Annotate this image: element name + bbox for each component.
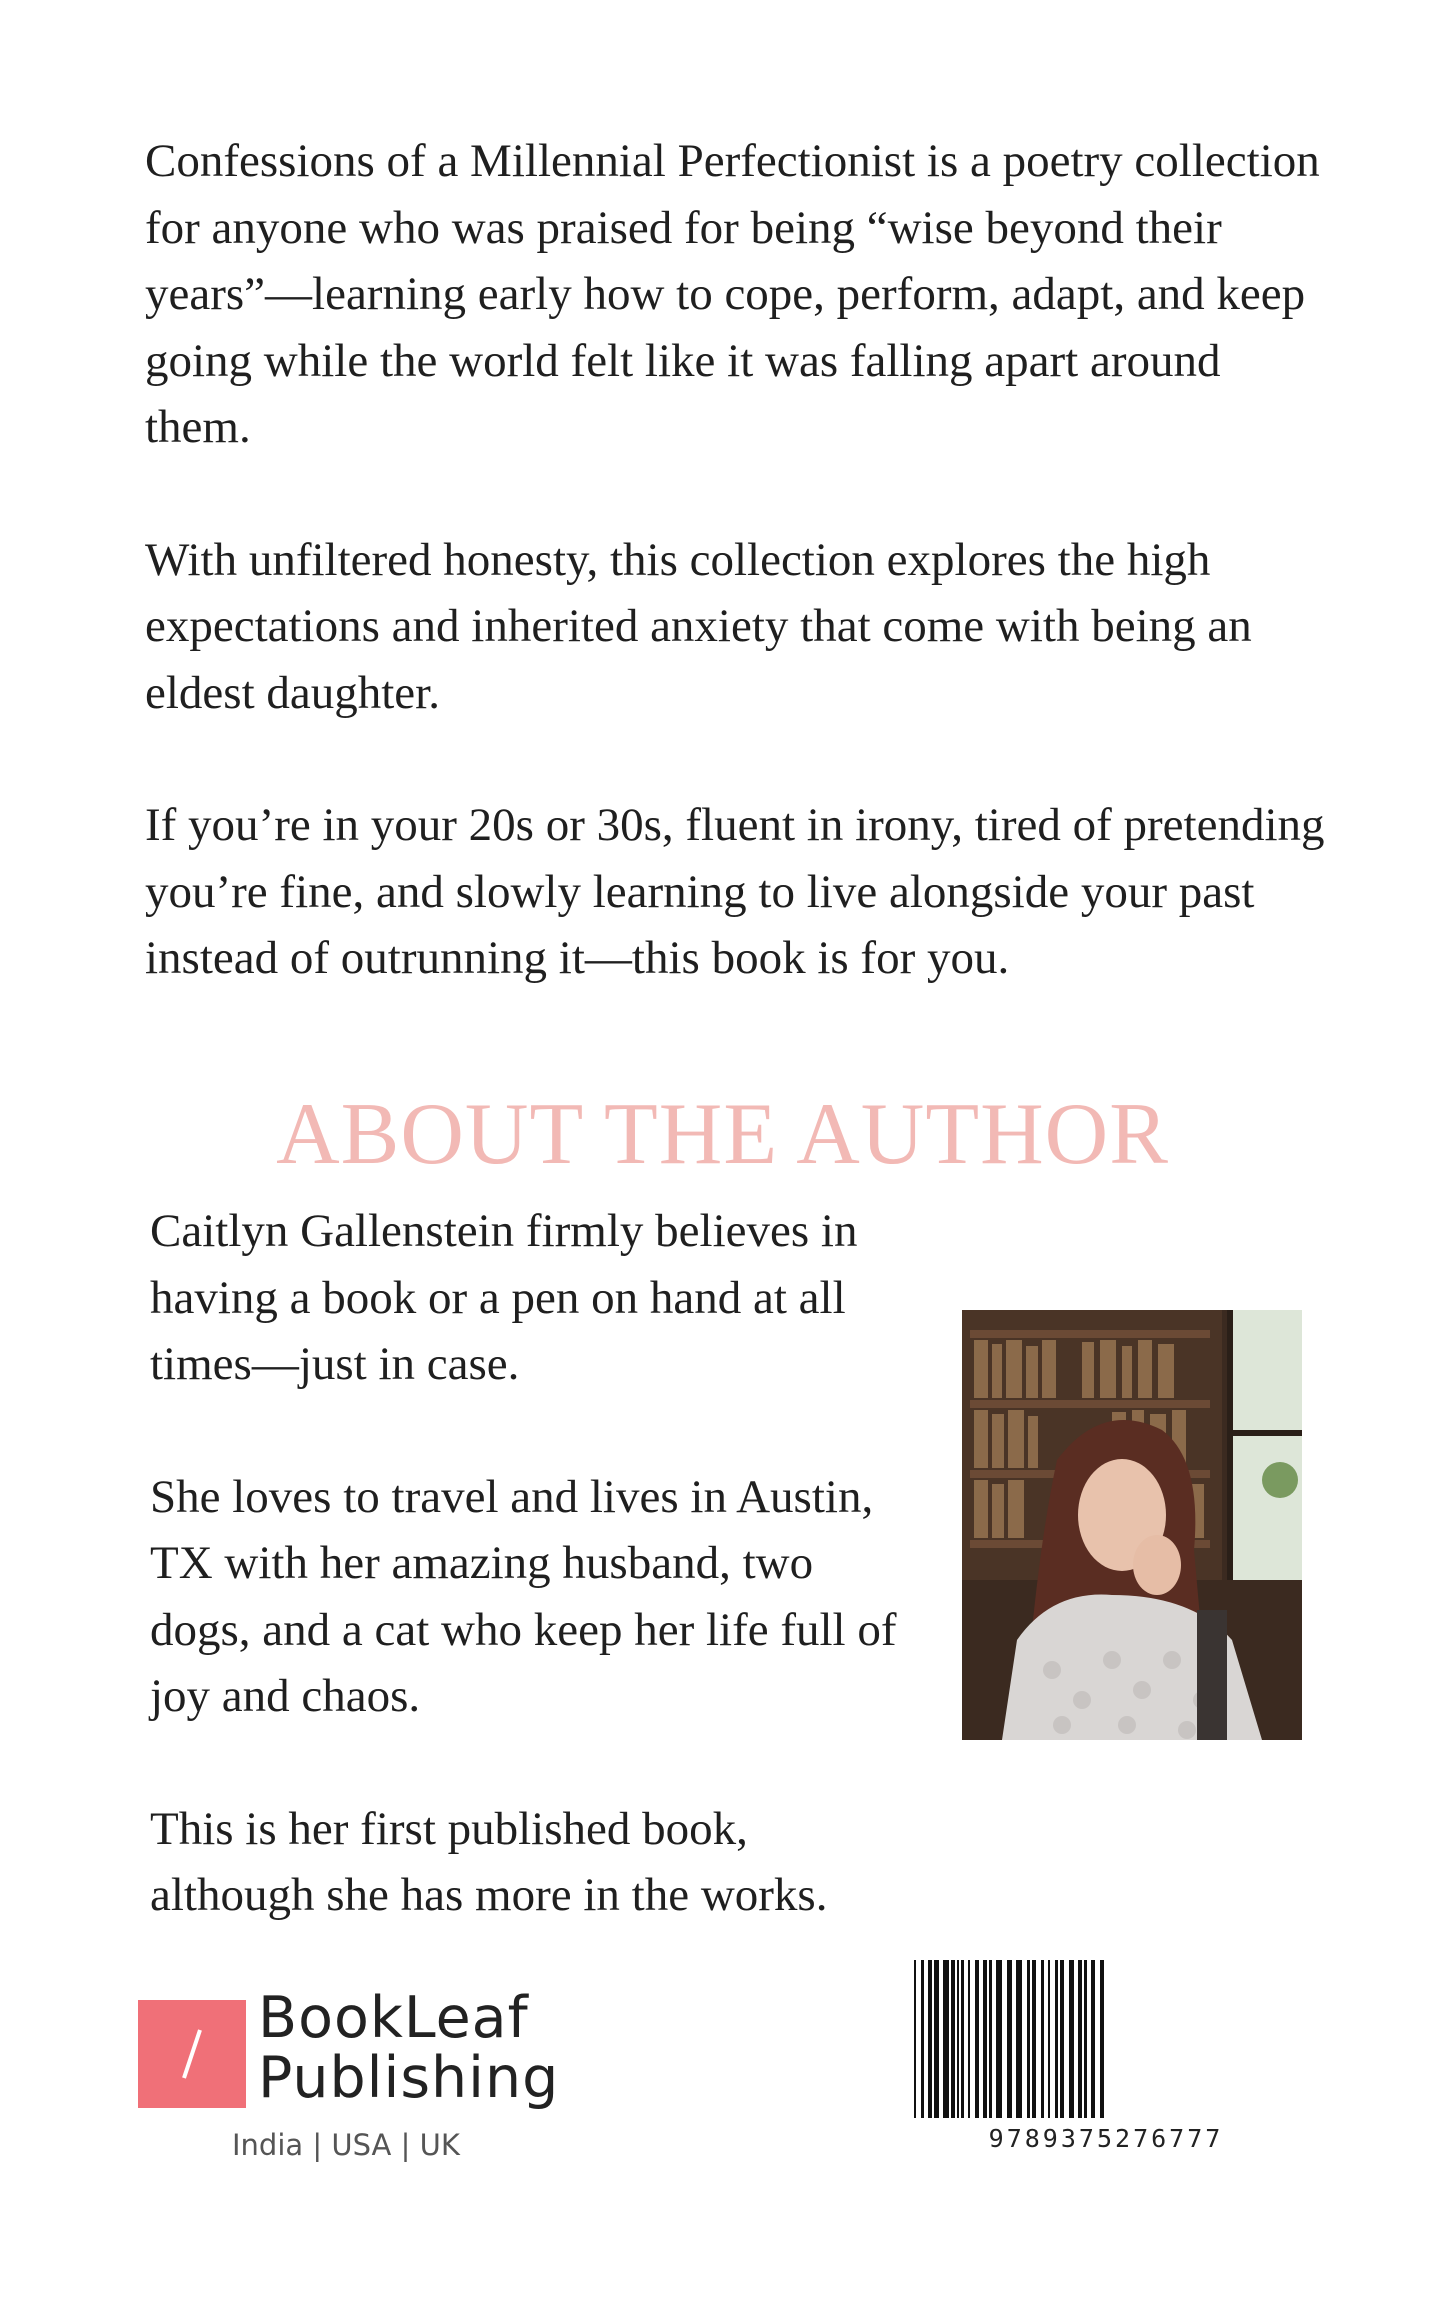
barcode-bar [1069,1960,1074,2118]
barcode-bar [1032,1960,1036,2118]
barcode-bar [1027,1960,1030,2118]
isbn-number: 9789375276777 [988,2124,1224,2153]
barcode-bar [968,1960,970,2118]
barcode-bar [1055,1960,1058,2118]
bio-paragraph-2: She loves to travel and lives in Austin, TX with her amazing husband, two dogs, and a cat who keep her life full of joy and chaos. [150,1470,897,1722]
barcode-bar [951,1960,955,2118]
barcode-bar [1091,1960,1095,2118]
barcode-bar [1084,1960,1087,2118]
about-author-heading: ABOUT THE AUTHOR [276,1086,1169,1183]
author-photo [962,1310,1302,1740]
barcode-bar [1041,1960,1044,2118]
publisher-name-line2: Publishing [258,2045,560,2111]
barcode-bar [934,1960,939,2118]
barcode-bar [1048,1960,1050,2118]
barcode-bar [996,1960,1002,2118]
barcode-bar [957,1960,959,2118]
barcode-bar [1060,1960,1064,2118]
barcode-bar [943,1960,949,2118]
barcode-bar [983,1960,987,2118]
publisher-name-line1: BookLeaf [258,1985,529,2051]
barcode-bar [975,1960,979,2118]
isbn-barcode [912,1960,1300,2120]
barcode-bar [1078,1960,1082,2118]
bio-paragraph-3: This is her first published book, although she has more in the works. [150,1802,828,1921]
barcode-bar [1100,1960,1104,2118]
blurb-paragraph-2: With unfiltered honesty, this collection explores the high expectations and inherited anxiety that come with being an eldest daughter. [145,533,1252,719]
barcode-bar [921,1960,924,2118]
barcode-bar [989,1960,992,2118]
barcode-bar [1007,1960,1012,2118]
barcode-bar [1016,1960,1022,2118]
barcode-bar [928,1960,932,2118]
book-blurb [145,128,1325,1058]
blurb-paragraph-1: Confessions of a Millennial Perfectionist is a poetry collection for anyone who was praised for being “wise beyond their years”—learning early how to cope, perform, adapt, and keep going while the world felt like it was falling apart around them. [145,135,1320,453]
barcode-bar [914,1960,916,2118]
author-bio [150,1198,910,1995]
publisher-regions: India | USA | UK [232,2128,460,2162]
barcode-bar [961,1960,964,2118]
bio-paragraph-1: Caitlyn Gallenstein firmly believes in having a book or a pen on hand at all times—just in case. [150,1205,858,1390]
blurb-paragraph-3: If you’re in your 20s or 30s, fluent in irony, tired of pretending you’re fine, and slowly learning to live alongside your past instead of outrunning it—this book is for you. [145,799,1325,984]
bookleaf-logo-mark [138,2000,246,2108]
